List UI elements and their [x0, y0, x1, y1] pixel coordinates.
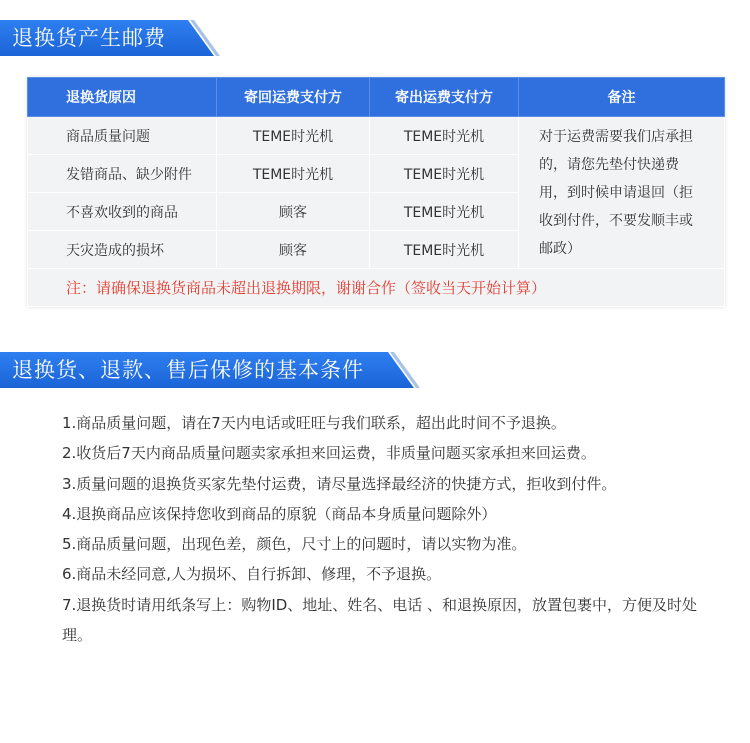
cell-return-payer: TEME时光机: [217, 155, 370, 193]
header-return-payer: 寄回运费支付方: [217, 78, 370, 117]
header-reason: 退换货原因: [28, 78, 217, 117]
cell-reason: 不喜欢收到的商品: [28, 193, 217, 231]
table-footer-row: [28, 269, 725, 307]
cell-reason: 发错商品、缺少附件: [28, 155, 217, 193]
cell-send-payer: TEME时光机: [370, 193, 519, 231]
header-send-payer: 寄出运费支付方: [370, 78, 519, 117]
table-header-row: [28, 78, 725, 117]
list-item: 4.退换商品应该保持您收到商品的原貌（商品本身质量问题除外）: [62, 504, 497, 523]
table-row: [28, 117, 725, 155]
cell-send-payer: TEME时光机: [370, 117, 519, 155]
cell-reason: 天灾造成的损坏: [28, 231, 217, 269]
cell-send-payer: TEME时光机: [370, 231, 519, 269]
list-item: 7.退换货时请用纸条写上：购物ID、地址、姓名、电话 、和退换原因，放置包裹中，方便及时处理。: [62, 595, 698, 645]
section-title-conditions: 退换货、退款、售后保修的基本条件: [12, 358, 364, 382]
cell-return-payer: TEME时光机: [217, 117, 370, 155]
cell-reason: 商品质量问题: [28, 117, 217, 155]
cell-send-payer: TEME时光机: [370, 155, 519, 193]
list-item: 1.商品质量问题，请在7天内电话或旺旺与我们联系，超出此时间不予退换。: [62, 414, 566, 432]
list-item: 5.商品质量问题，出现色差，颜色，尺寸上的问题时，请以实物为准。: [62, 535, 527, 554]
list-item: 2.收货后7天内商品质量问题卖家承担来回运费，非质量问题买家承担来回运费。: [62, 444, 596, 463]
footer-notice: 注：请确保退换货商品未超出退换期限，谢谢合作（签收当天开始计算）: [28, 269, 725, 307]
cell-return-payer: 顾客: [217, 193, 370, 231]
list-item: 6.商品未经同意,人为损坏、自行拆卸、修理，不予退换。: [62, 565, 442, 584]
shipping-fee-table: [27, 77, 725, 307]
section-title-shipping: 退换货产生邮费: [12, 26, 166, 50]
list-item: 3.质量问题的退换货买家先垫付运费，请尽量选择最经济的快捷方式，拒收到付件。: [62, 474, 617, 493]
cell-note: 对于运费需要我们店承担的，请您先垫付快递费用，到时候申请退回（拒收到付件，不要发顺丰或邮政）: [519, 117, 725, 269]
conditions-list: [62, 408, 722, 650]
cell-return-payer: 顾客: [217, 231, 370, 269]
header-note: 备注: [519, 78, 725, 117]
